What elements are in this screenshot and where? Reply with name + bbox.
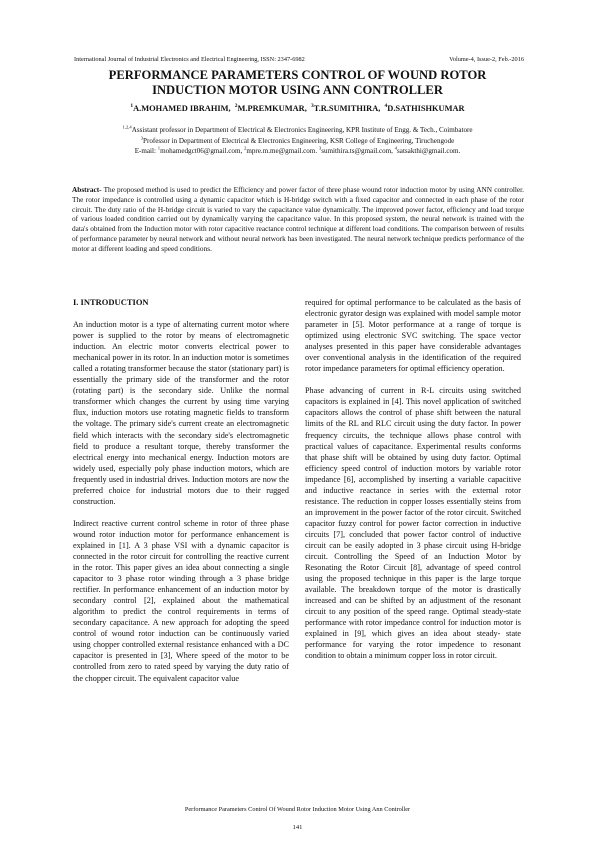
affiliation-line	[60, 136, 535, 147]
left-column	[73, 297, 289, 695]
title-line: PERFORMANCE PARAMETERS CONTROL OF WOUND ROTOR	[108, 68, 487, 82]
journal-name: International Journal of Industrial Electronics and Electrical Engineering, ISSN: 2347-6982	[74, 56, 305, 63]
body-paragraph: Phase advancing of current in R-L circuits using switched capacitors is explained in [4]. This novel application of switched capacitors allows the control of phase shift between the natural limits of the RL and RLC circuit using the duty factor. In power frequency circuits, the technique allows phase control with practical values of capacitance. Experimental results conforms that phase shift will be obtained by using duty factor. Optimal efficiency speed control of induction motors by variable rotor impedance [6], accomplished by inserting a variable capacitive and inductive reactance in series with the external rotor resistance. The reduction in copper losses essentially steins from an improvement in the power factor of the rotor circuit. Switched capacitor fuzzy control for power factor correction in inductive circuits [7], concluded that power factor control of inductive circuit can be easily adopted in 3 phase circuit using H-bridge circuit. Controlling the Speed of an Induction Motor by Resonating the Rotor Circuit [8], advantage of speed control using the proposed technique in this paper is the large torque available. The breakdown torque of the motor is drastically increased and can be shifted by an adjustment of the resonant circuit to any position of the speed range. Optimal steady-state performance with rotor impedance control for induction motor is explained in [9], which gives an idea about steady- state performance for varying the rotor impedence to resonant condition to obtain a minimum copper loss in rotor circuit.	[305, 386, 521, 661]
email-address: mpre.m.me@gmail.com.	[246, 147, 319, 156]
author-name: D.SATHISHKUMAR	[387, 104, 465, 113]
section-heading: I. INTRODUCTION	[73, 297, 149, 307]
body-paragraph: Indirect reactive current control scheme in rotor of three phase wound rotor induction motor for performance enhancement is explained in [1]. A 3 phase VSI with a dynamic capacitor is connected in the rotor circuit for controlling the reactive current in the rotor. This paper gives an idea about connecting a single capacitor to 3 phase rotor winding through a 3 phase bridge rectifier. In performance enhancement of an induction motor by secondary control [2], explained about the mathematical algorithm to predict the control requirements in terms of secondary capacitance. A new approach for adopting the speed control of wound rotor induction can be continuously varied using chopper controlled external resistance enhanced with a DC capacitor is presented in [3], Where speed of the motor to be controlled from zero to rated speed by varying the duty ratio of the chopper circuit. The equivalent capacitor value	[73, 518, 289, 683]
email-sup: 4	[394, 145, 398, 151]
affiliation-sup: 1,2,4	[122, 124, 132, 130]
body-paragraph: An induction motor is a type of alternating current motor where power is supplied to the rotor by means of electromagnetic induction. An electric motor converts electrical power to mechanical power in its rotor. In an induction motor is sometimes called a rotating transformer because the stator (stationary part) is essentially the primary side of the transformer and the rotor (rotating part) is the secondary side. Unlike the normal transformer which changes the current by using time varying flux, induction motors use rotating magnetic fields to transform the voltage. The primary side's current create an electromagnetic field which interacts with the secondary side's electromagnetic field to produce a resultant torque, thereby transformer the electrical energy into mechanical energy. Induction motors are widely used, especially poly phase induction motors, which are frequently used in industrial drives. Induction motors are now the preferred choice for industrial motors due to their rugged construction.	[73, 320, 289, 506]
email-prefix: E-mail:	[134, 147, 158, 156]
affiliation-line	[60, 125, 535, 136]
title-line: INDUCTION MOTOR USING ANN CONTROLLER	[152, 82, 443, 97]
affiliation-text: Professor in Department of Electrical & Electronics Engineering, KSR College of Engineering, Tiruchengode	[143, 136, 455, 145]
paper-title	[60, 68, 535, 97]
issue-info: Volume-4, Issue-2, Feb.-2016	[449, 56, 524, 63]
email-sup: 2	[244, 145, 247, 151]
author-name: T.R.SUMITHIRA,	[313, 104, 381, 113]
email-sup: 1	[157, 145, 161, 151]
right-column	[305, 297, 521, 673]
running-footer: Performance Parameters Control Of Wound Rotor Induction Motor Using Ann Controller	[184, 806, 411, 813]
email-sup: 3	[318, 145, 322, 151]
author-sup: 1	[130, 103, 134, 110]
email-address: satsakthi@gmail.com.	[397, 147, 461, 156]
author-name: M.PREMKUMAR,	[237, 104, 307, 113]
abstract-text: The proposed method is used to predict the Efficiency and power factor of three phase wound rotor induction motor by using ANN controller. The rotor impedance is controlled using a dynamic capacitor which is H-bridge switch with a fixed capacitor and connected in each phase of the rotor circuit. The duty ratio of the H-bridge circuit is varied to vary the capacitance value dynamically. The improved power factor, efficiency and load torque of various loaded condition carried out by dynamically varying the capacitance value. In this proposed system, the neural network is trained with the data's obtained from the Induction motor with rotor capacitive reactance control technique at different load conditions. The comparison between of results of performance parameter by neural network and without neural network has been investigated. The neural network technique predicts performance of the motor at different loading and speed conditions.	[72, 185, 524, 253]
affiliation-text: Assistant professor in Department of Electrical & Electronics Engineering, KPR Institute of Engg. & Tech., Coimbatore	[131, 126, 473, 134]
affiliations	[60, 125, 535, 157]
page-number: 141	[292, 824, 303, 831]
email-line	[60, 146, 535, 157]
abstract	[72, 185, 524, 254]
author-name: A.MOHAMED IBRAHIM,	[133, 104, 231, 113]
abstract-label: Abstract-	[72, 185, 102, 194]
author-sup: 3	[311, 103, 314, 110]
author-sup: 2	[234, 103, 238, 110]
affiliation-sup: 3	[140, 135, 144, 141]
author-list	[60, 104, 535, 113]
email-address: mohamedgct06@gmail.com,	[160, 147, 245, 156]
body-paragraph: required for optimal performance to be calculated as the basis of electronic gyrator design was explained with model sample motor parameter in [5]. Motor performance at a range of torque is optimized using electronic SVC switching. The space vector analyses presented in this paper have considerable advantages over conventional analysis in the identification of the required rotor impedance parameters for optimal efficiency operation.	[305, 298, 521, 374]
author-sup: 4	[384, 103, 388, 110]
email-address: sumithira.ts@gmail.com,	[321, 147, 395, 156]
